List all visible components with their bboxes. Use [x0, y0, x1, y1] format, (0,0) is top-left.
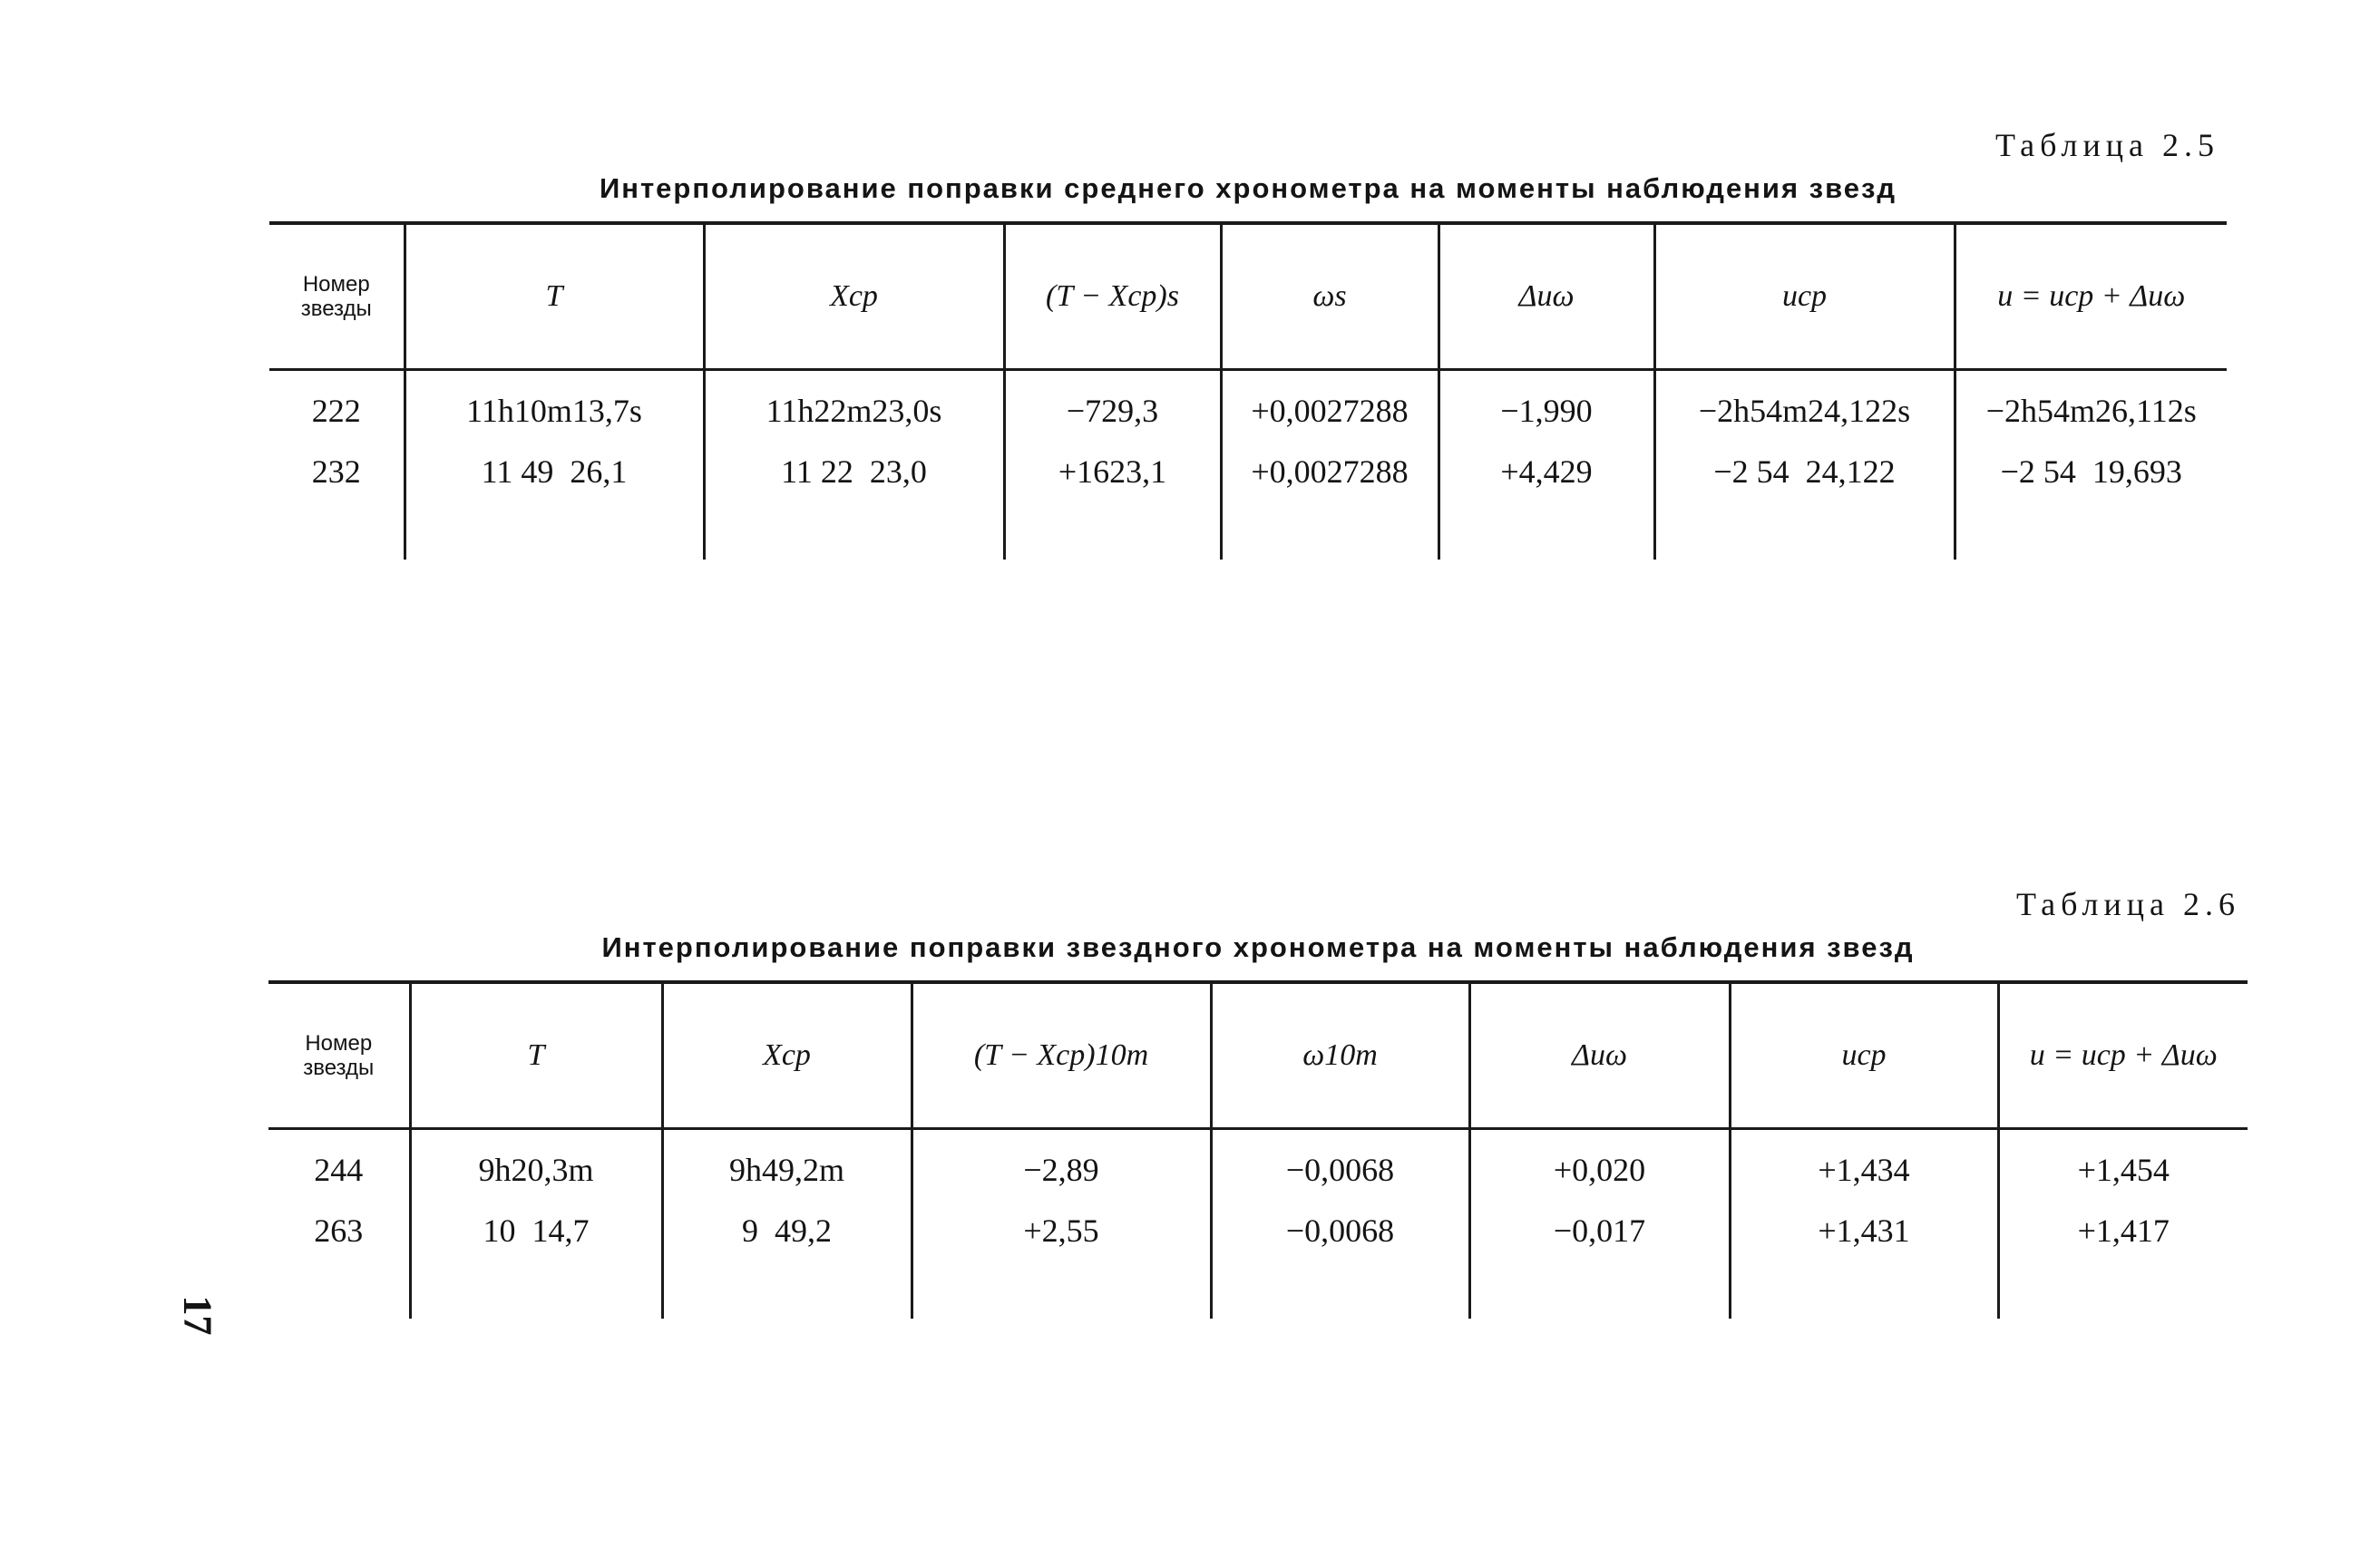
header-cell-u-total: u = uср + Δuω — [1998, 982, 2248, 1129]
table-cell: 10 14,7 — [410, 1210, 662, 1319]
table-row — [268, 1210, 2248, 1319]
data-table — [269, 221, 2227, 560]
table-cell: −2h54m26,112s — [1955, 370, 2227, 452]
table-cell: 11h10m13,7s — [405, 370, 704, 452]
header-cell-omega: ωs — [1221, 223, 1438, 370]
table-cell: −0,0068 — [1211, 1210, 1469, 1319]
table-cell: −2 54 19,693 — [1955, 451, 2227, 560]
table-cell: −0,0068 — [1211, 1129, 1469, 1211]
header-row — [269, 223, 2227, 370]
table-cell: +4,429 — [1438, 451, 1654, 560]
header-cell-omega: ω10m — [1211, 982, 1469, 1129]
header-cell-star-number: Номер звезды — [269, 223, 405, 370]
header-cell-u-mean: uср — [1730, 982, 1998, 1129]
table-row — [269, 370, 2227, 452]
table-row — [268, 1129, 2248, 1211]
header-cell-x-mean: Xср — [704, 223, 1004, 370]
table-title: Интерполирование поправки звездного хронометра на моменты наблюдения звезд — [601, 931, 1915, 963]
table-cell: 9h49,2m — [662, 1129, 912, 1211]
header-cell-x-mean: Xср — [662, 982, 912, 1129]
header-row — [268, 982, 2248, 1129]
table-label: Таблица 2.5 — [1995, 127, 2219, 163]
table-cell: 222 — [311, 393, 361, 429]
table-cell: 11 22 23,0 — [704, 451, 1004, 560]
table-cell: −2 54 24,122 — [1654, 451, 1955, 560]
page-number: 17 — [175, 1295, 220, 1336]
table-label: Таблица 2.6 — [2016, 886, 2240, 922]
table-cell: 263 — [314, 1213, 364, 1249]
table-cell: 9h20,3m — [410, 1129, 662, 1211]
table-cell: 11 49 26,1 — [405, 451, 704, 560]
table-cell: 11h22m23,0s — [704, 370, 1004, 452]
table-cell: −1,990 — [1438, 370, 1654, 452]
header-cell-t-minus-x: (T − Xср)s — [1004, 223, 1221, 370]
table-cell: +1,417 — [1998, 1210, 2248, 1319]
table-cell: −729,3 — [1004, 370, 1221, 452]
header-cell-u-mean: uср — [1654, 223, 1955, 370]
header-cell-star-number: Номер звезды — [268, 982, 410, 1129]
table-cell: +0,0027288 — [1221, 370, 1438, 452]
header-cell-t: T — [410, 982, 662, 1129]
table-cell: +1,431 — [1730, 1210, 1998, 1319]
table-cell: +1,434 — [1730, 1129, 1998, 1211]
table-cell: +0,0027288 — [1221, 451, 1438, 560]
table-block-2-6 — [268, 884, 2248, 1319]
table-cell: 9 49,2 — [662, 1210, 912, 1319]
header-cell-delta-u: Δuω — [1438, 223, 1654, 370]
header-cell-t-minus-x: (T − Xср)10m — [912, 982, 1211, 1129]
table-cell: +1623,1 — [1004, 451, 1221, 560]
table-cell: +1,454 — [1998, 1129, 2248, 1211]
table-cell: +0,020 — [1469, 1129, 1730, 1211]
data-table — [268, 980, 2248, 1319]
table-cell: 244 — [314, 1152, 364, 1188]
header-cell-delta-u: Δuω — [1469, 982, 1730, 1129]
table-cell: −2,89 — [912, 1129, 1211, 1211]
header-cell-t: T — [405, 223, 704, 370]
table-cell: −2h54m24,122s — [1654, 370, 1955, 452]
table-cell: −0,017 — [1469, 1210, 1730, 1319]
table-title: Интерполирование поправки среднего хронометра на моменты наблюдения звезд — [599, 172, 1897, 204]
table-row — [269, 451, 2227, 560]
table-cell: +2,55 — [912, 1210, 1211, 1319]
table-block-2-5 — [269, 125, 2227, 560]
table-cell: 232 — [311, 453, 361, 490]
header-cell-u-total: u = uср + Δuω — [1955, 223, 2227, 370]
